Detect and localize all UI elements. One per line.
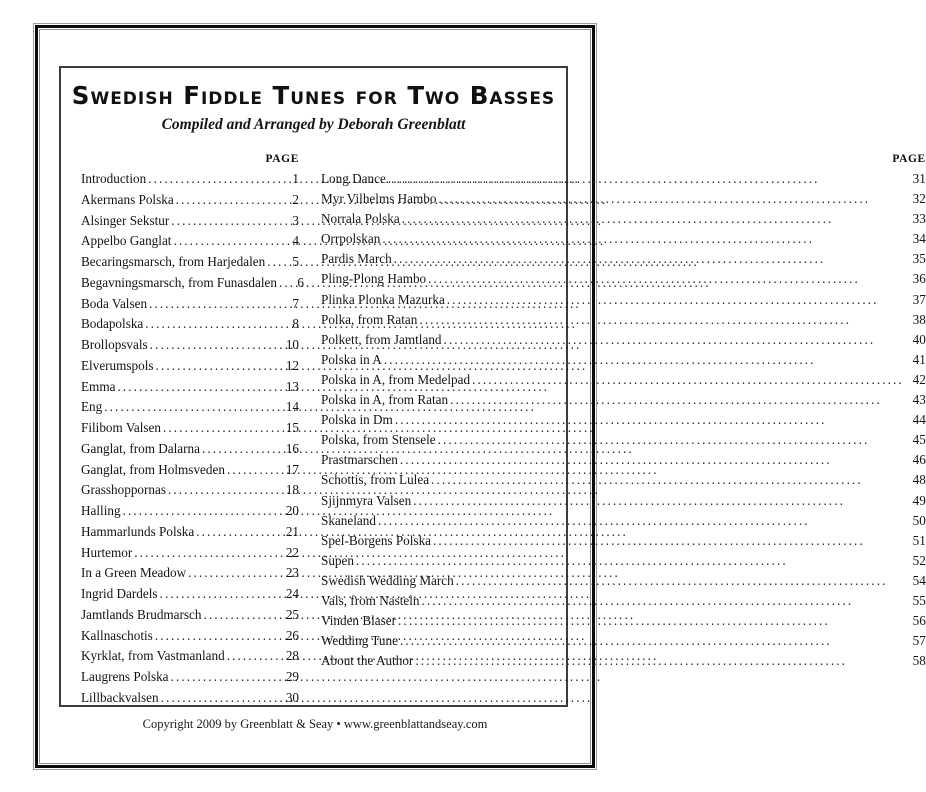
toc-entry-page: 33 xyxy=(912,211,926,227)
toc-entry-title: Introduction xyxy=(81,171,147,186)
dot-leader xyxy=(400,633,904,649)
toc-entry-title: Prastmarschen xyxy=(321,452,398,468)
toc-entry xyxy=(321,392,926,412)
dot-leader xyxy=(156,358,277,374)
dot-leader xyxy=(150,337,277,353)
toc-entry xyxy=(81,690,299,711)
toc-entry xyxy=(321,231,926,251)
toc-entry-title: Polka, from Ratan xyxy=(321,311,418,327)
toc-entry xyxy=(81,545,299,566)
dot-leader xyxy=(145,316,277,332)
toc-entry-title: Schottis, from Lulea xyxy=(321,472,430,488)
toc-entry-title: Begavningsmarsch, from Funasdalen xyxy=(81,274,277,290)
toc-entry-title: Laugrens Polska xyxy=(81,669,169,684)
dot-leader xyxy=(450,392,904,408)
toc-entry-page: 17 xyxy=(285,461,299,477)
book-title: Swedish Fiddle Tunes for Two Basses xyxy=(71,81,556,110)
toc-entry-page: 29 xyxy=(285,669,299,684)
toc-entry-page: 22 xyxy=(285,544,299,560)
toc-entry-title: Becaringsmarsch, from Harjedalen xyxy=(81,254,266,269)
toc-entry-page: 41 xyxy=(912,351,926,367)
toc-entry xyxy=(81,565,299,586)
book-subtitle: Compiled and Arranged by Deborah Greenblatt xyxy=(161,116,466,133)
toc-entry-page: 45 xyxy=(912,432,926,448)
toc-entry-page: 16 xyxy=(285,440,299,456)
toc-entry xyxy=(81,192,299,213)
dot-leader xyxy=(196,524,277,540)
toc-entry-page: 2 xyxy=(292,191,299,207)
toc-entry-title: Swedish Wedding March xyxy=(321,572,454,588)
toc-entry xyxy=(321,312,926,332)
toc-entry xyxy=(321,211,926,231)
dot-leader xyxy=(123,503,277,519)
toc-entry xyxy=(81,503,299,524)
toc-entry-page: 42 xyxy=(912,371,926,387)
toc-entry-title: Sjijnmyra Valsen xyxy=(321,492,412,508)
toc-entry-title: Vals, from Nasteln xyxy=(321,592,420,608)
toc-entry-page: 55 xyxy=(912,592,926,608)
toc-entry-title: Boda Valsen xyxy=(81,295,148,311)
toc-entry-title: Long Dance xyxy=(321,171,386,186)
toc-entry-title: Eng xyxy=(81,399,103,415)
toc-entry xyxy=(321,271,926,291)
toc-entry xyxy=(81,586,299,607)
toc-entry-title: Skaneland xyxy=(321,512,376,528)
toc-entry-page: 44 xyxy=(912,412,926,428)
toc-entry xyxy=(81,399,299,420)
toc-entry xyxy=(321,533,926,553)
toc-entry xyxy=(321,432,926,452)
toc-entry-page: 34 xyxy=(912,231,926,247)
dot-leader xyxy=(104,399,277,415)
toc-entry-page: 36 xyxy=(912,271,926,287)
toc-entry xyxy=(81,524,299,545)
toc-entry xyxy=(321,573,926,593)
toc-entry-page: 43 xyxy=(912,392,926,408)
toc-entry xyxy=(81,648,299,669)
toc-entry xyxy=(81,379,299,400)
dot-leader xyxy=(176,192,277,208)
toc-entry-title: Emma xyxy=(81,378,116,394)
toc-entry-page: 15 xyxy=(285,420,299,435)
page-column-header-right: PAGE xyxy=(892,153,926,165)
dot-leader xyxy=(148,171,277,187)
dot-leader xyxy=(188,565,277,581)
toc-entry xyxy=(321,292,926,312)
toc-entry-title: Ingrid Dardels xyxy=(81,586,158,601)
toc-entry-title: Plinka Plonka Mazurka xyxy=(321,291,445,307)
dot-leader xyxy=(388,171,904,187)
dot-leader xyxy=(415,653,904,669)
toc-entry-title: Ganglat, from Holmsveden xyxy=(81,461,225,477)
toc-entry xyxy=(81,274,304,296)
dot-leader xyxy=(173,233,277,249)
toc-entry-page: 48 xyxy=(912,472,926,488)
toc-entry-page: 7 xyxy=(292,295,299,311)
toc-entry xyxy=(321,633,926,653)
dot-leader xyxy=(394,251,904,267)
copyright-footer: Copyright 2009 by Greenblatt & Seay • www.greenblattandseay.com xyxy=(142,717,488,731)
dot-leader xyxy=(419,312,904,328)
dot-leader xyxy=(438,432,904,448)
toc-entry xyxy=(81,316,299,337)
toc-entry-title: Hurtemor xyxy=(81,544,133,560)
toc-entry-page: 6 xyxy=(297,274,304,290)
toc-entry xyxy=(321,593,926,613)
toc-entry xyxy=(81,337,299,358)
toc-entry xyxy=(81,254,299,275)
toc-entry xyxy=(321,412,926,432)
toc-entry-title: Pling-Plong Hambo xyxy=(321,271,427,287)
dot-leader xyxy=(444,332,904,348)
toc-entry-page: 4 xyxy=(292,233,299,249)
toc-entry-title: Appelbo Ganglat xyxy=(81,233,172,249)
dot-leader xyxy=(168,482,277,498)
toc-entry-title: Norrala Polska xyxy=(321,211,400,227)
toc-entry xyxy=(321,352,926,372)
page-border-outer xyxy=(33,23,926,770)
toc-entry-page: 10 xyxy=(285,337,299,352)
toc-entry-page: 57 xyxy=(912,633,926,649)
toc-column-left xyxy=(81,152,304,711)
toc-entry xyxy=(81,462,299,483)
toc-entry xyxy=(321,452,926,472)
toc-entry-title: Alsinger Sekstur xyxy=(81,212,170,228)
toc-entry-page: 49 xyxy=(912,492,926,508)
toc-entry-page: 23 xyxy=(285,565,299,581)
toc-entry xyxy=(321,553,926,573)
toc-entry-title: Kyrklat, from Vastmanland xyxy=(81,648,225,664)
toc-entry-page: 50 xyxy=(912,512,926,528)
toc-entry-title: Filibom Valsen xyxy=(81,420,161,435)
dot-leader xyxy=(227,462,277,478)
toc-rows-right xyxy=(321,171,926,673)
toc-entry-page: 38 xyxy=(912,311,926,327)
toc-entry-page: 46 xyxy=(912,452,926,468)
toc-entry-title: Polkett, from Jamtland xyxy=(321,331,442,347)
toc-entry xyxy=(81,607,299,628)
toc-entry-title: Pardis March xyxy=(321,251,392,267)
toc-entry-title: Hammarlunds Polska xyxy=(81,523,195,539)
toc-entry xyxy=(321,653,926,673)
toc-entry xyxy=(81,482,299,503)
toc-entry-title: Kallnaschotis xyxy=(81,627,153,643)
toc-entry xyxy=(81,296,299,317)
toc-entry xyxy=(321,332,926,352)
toc-entry-page: 31 xyxy=(912,171,926,186)
page xyxy=(40,30,926,763)
toc-entry-page: 54 xyxy=(912,572,926,588)
toc-entry-page: 51 xyxy=(912,532,926,548)
toc-entry-title: Jamtlands Brudmarsch xyxy=(81,606,202,622)
toc-entry-page: 12 xyxy=(285,357,299,373)
toc-entry-page: 35 xyxy=(912,251,926,267)
toc-entry-page: 32 xyxy=(912,191,926,207)
toc-entry-title: Brollopsvals xyxy=(81,337,148,352)
toc-entry xyxy=(81,420,299,441)
contents-box xyxy=(59,66,926,707)
dot-leader xyxy=(378,513,904,529)
toc-entry-page: 25 xyxy=(285,606,299,622)
toc-entry-title: Orrpolskan xyxy=(321,231,381,247)
toc-columns xyxy=(61,136,926,711)
toc-entry-page: 40 xyxy=(912,331,926,347)
dot-leader xyxy=(413,493,904,509)
dot-leader xyxy=(431,472,904,488)
dot-leader xyxy=(227,648,277,664)
toc-column-right xyxy=(321,152,926,711)
toc-entry-page: 37 xyxy=(912,291,926,307)
toc-entry xyxy=(81,669,299,690)
toc-entry-page: 8 xyxy=(292,316,299,332)
toc-entry xyxy=(81,171,299,192)
toc-entry xyxy=(321,372,926,392)
toc-entry-title: Wedding Tune xyxy=(321,633,398,649)
toc-entry-title: Supen xyxy=(321,552,354,568)
toc-entry-title: Grasshoppornas xyxy=(81,482,166,498)
dot-leader xyxy=(171,213,277,229)
dot-leader xyxy=(447,292,904,308)
toc-entry-title: Halling xyxy=(81,503,121,518)
toc-entry-page: 24 xyxy=(285,586,299,601)
toc-entry-title: Akermans Polska xyxy=(81,191,174,207)
toc-entry-page: 14 xyxy=(285,399,299,415)
dot-leader xyxy=(161,690,277,706)
toc-entry-page: 1 xyxy=(292,171,299,186)
toc-entry-page: 56 xyxy=(912,613,926,629)
toc-entry-title: Spel-Borgens Polska xyxy=(321,532,432,548)
toc-entry-title: Polska in A xyxy=(321,351,382,367)
toc-entry-title: In a Green Meadow xyxy=(81,565,187,581)
toc-entry xyxy=(81,233,299,254)
toc-entry-title: Bodapolska xyxy=(81,316,144,332)
dot-leader xyxy=(395,412,904,428)
toc-entry-page: 26 xyxy=(285,627,299,643)
toc-entry xyxy=(81,358,299,379)
toc-entry-title: Polska, from Stensele xyxy=(321,432,436,448)
dot-leader xyxy=(398,613,904,629)
toc-entry xyxy=(321,613,926,633)
page-border-thick xyxy=(35,25,926,768)
toc-entry-title: Polska in Dm xyxy=(321,412,393,428)
toc-entry-title: Ganglat, from Dalarna xyxy=(81,440,201,456)
toc-entry-title: Elverumspols xyxy=(81,357,154,373)
page-border-inner xyxy=(39,29,926,764)
dot-leader xyxy=(267,254,277,270)
dot-leader xyxy=(117,379,277,395)
toc-entry-title: Polska in A, from Ratan xyxy=(321,392,449,408)
toc-entry-page: 13 xyxy=(285,378,299,394)
toc-entry-page: 21 xyxy=(285,523,299,539)
dot-leader xyxy=(149,296,277,312)
toc-rows-left xyxy=(81,171,304,711)
page-column-header-left: PAGE xyxy=(265,153,299,165)
dot-leader xyxy=(472,372,904,388)
toc-entry-title: Lillbackvalsen xyxy=(81,689,159,705)
dot-leader xyxy=(171,669,277,685)
dot-leader xyxy=(204,607,278,623)
toc-entry-title: About the Author xyxy=(321,653,414,669)
toc-entry-page: 3 xyxy=(292,212,299,228)
dot-leader xyxy=(384,352,904,368)
dot-leader xyxy=(422,593,904,609)
dot-leader xyxy=(402,211,904,227)
dot-leader xyxy=(163,420,277,436)
toc-entry xyxy=(321,191,926,211)
toc-entry xyxy=(81,441,299,462)
toc-entry-page: 5 xyxy=(292,254,299,269)
dot-leader xyxy=(438,191,903,207)
dot-leader xyxy=(155,628,277,644)
dot-leader xyxy=(433,533,904,549)
dot-leader xyxy=(279,275,282,291)
toc-entry-page: 18 xyxy=(285,482,299,498)
dot-leader xyxy=(456,573,904,589)
toc-entry-title: Vinden Blaser xyxy=(321,613,397,629)
toc-entry-page: 28 xyxy=(285,648,299,664)
toc-entry-title: Myr Vilhelms Hambo xyxy=(321,191,437,207)
toc-entry xyxy=(81,213,299,234)
toc-entry-page: 30 xyxy=(285,689,299,705)
toc-entry xyxy=(321,251,926,271)
dot-leader xyxy=(134,545,277,561)
dot-leader xyxy=(160,586,277,602)
toc-entry xyxy=(321,171,926,191)
toc-entry-page: 58 xyxy=(912,653,926,669)
toc-entry-title: Polska in A, from Medelpad xyxy=(321,371,471,387)
dot-leader xyxy=(356,553,904,569)
dot-leader xyxy=(400,452,904,468)
dot-leader xyxy=(428,271,904,287)
toc-entry xyxy=(321,513,926,533)
toc-entry-page: 52 xyxy=(912,552,926,568)
title-block xyxy=(61,68,566,136)
toc-entry xyxy=(81,628,299,649)
toc-entry xyxy=(321,472,926,492)
toc-entry-page: 20 xyxy=(285,503,299,518)
dot-leader xyxy=(382,231,903,247)
toc-entry xyxy=(321,493,926,513)
dot-leader xyxy=(202,441,277,457)
